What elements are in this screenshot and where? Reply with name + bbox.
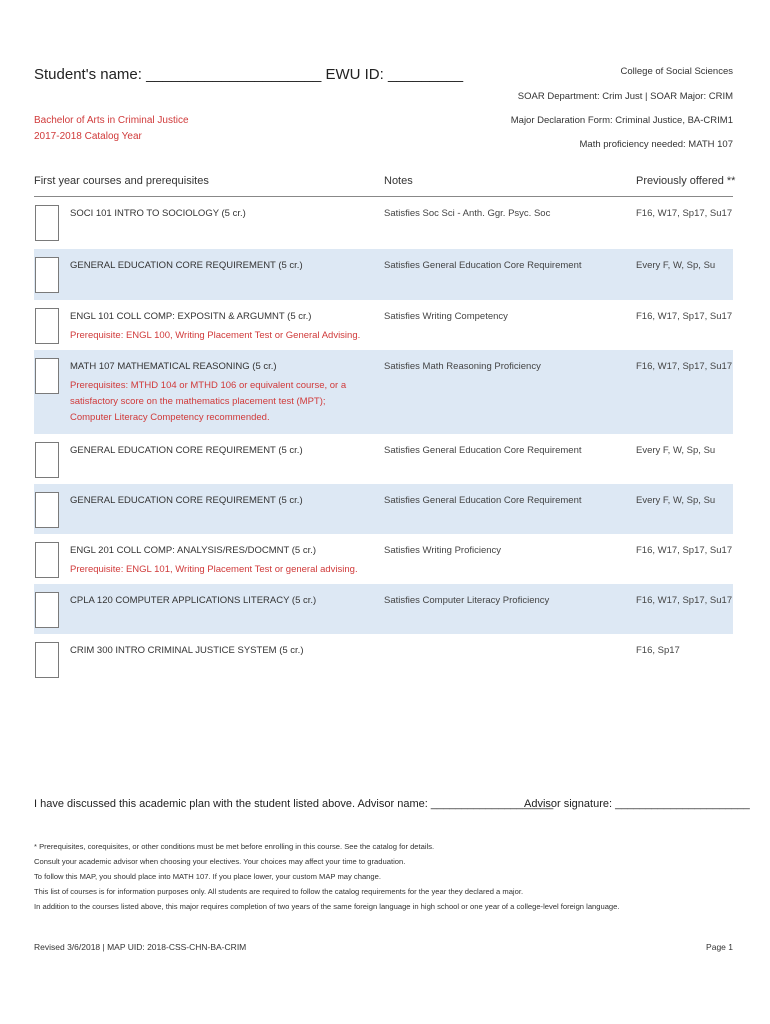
course-checkbox[interactable] (35, 442, 59, 478)
course-offered: F16, Sp17 (636, 645, 680, 656)
course-checkbox[interactable] (35, 205, 59, 241)
course-prerequisite: Prerequisite: ENGL 101, Writing Placement Test or general advising. (70, 564, 358, 575)
advisor-signature-line: Advisor signature: ______________________ (524, 798, 750, 810)
page-number: Page 1 (706, 942, 733, 952)
course-checkbox[interactable] (35, 308, 59, 344)
footnote: In addition to the courses listed above, this major requires completion of two years of the same foreign language in high school or one year of a college-level foreign language. (34, 902, 620, 911)
course-note: Satisfies General Education Core Requirement (384, 445, 582, 456)
course-row (34, 249, 733, 300)
course-name: CPLA 120 COMPUTER APPLICATIONS LITERACY (5 cr.) (70, 595, 317, 606)
college-name: College of Social Sciences (620, 66, 733, 77)
course-row (34, 350, 733, 434)
advisor-name-line: I have discussed this academic plan with the student listed above. Advisor name: ____________________ (34, 798, 554, 810)
course-name: GENERAL EDUCATION CORE REQUIREMENT (5 cr.) (70, 495, 303, 506)
course-offered: Every F, W, Sp, Su (636, 495, 716, 506)
courses-column-header: First year courses and prerequisites (34, 175, 209, 187)
student-name-id-line: Student's name: _____________________ EWU ID: _________ (34, 66, 464, 83)
course-note: Satisfies Soc Sci - Anth. Ggr. Psyc. Soc (384, 208, 551, 219)
course-prerequisite: Prerequisites: MTHD 104 or MTHD 106 or equivalent course, or a satisfactory score on the mathematics placement test (MPT); Computer Literacy Competency recommended. (70, 380, 347, 423)
course-row (34, 434, 733, 484)
course-offered: F16, W17, Sp17, Su17 (636, 361, 733, 372)
course-checkbox[interactable] (35, 492, 59, 528)
course-name: ENGL 101 COLL COMP: EXPOSITN & ARGUMNT (5 cr.) (70, 311, 312, 322)
course-row (34, 584, 733, 634)
footnote: Consult your academic advisor when choosing your electives. Your choices may affect your time to graduation. (34, 857, 406, 866)
footnote: * Prerequisites, corequisites, or other conditions must be met before enrolling in this course. See the catalog for details. (34, 842, 435, 851)
major-declaration-form: Major Declaration Form: Criminal Justice, BA-CRIM1 (510, 115, 733, 126)
course-row (34, 634, 733, 684)
course-note: Satisfies Computer Literacy Proficiency (384, 595, 550, 606)
course-name: MATH 107 MATHEMATICAL REASONING (5 cr.) (70, 361, 277, 372)
course-row (34, 484, 733, 534)
course-checkbox[interactable] (35, 257, 59, 293)
footnote: To follow this MAP, you should place into MATH 107. If you place lower, your custom MAP may change. (34, 872, 381, 881)
course-name: SOCI 101 INTRO TO SOCIOLOGY (5 cr.) (70, 208, 246, 219)
course-row (34, 534, 733, 584)
course-offered: F16, W17, Sp17, Su17 (636, 545, 733, 556)
course-offered: Every F, W, Sp, Su (636, 445, 716, 456)
course-table (34, 197, 733, 684)
course-offered: F16, W17, Sp17, Su17 (636, 208, 733, 219)
course-note: Satisfies Writing Competency (384, 311, 508, 322)
catalog-year: 2017-2018 Catalog Year (34, 131, 142, 142)
notes-column-header: Notes (384, 175, 413, 187)
soar-department-major: SOAR Department: Crim Just | SOAR Major: CRIM (517, 91, 733, 102)
course-offered: Every F, W, Sp, Su (636, 260, 716, 271)
course-checkbox[interactable] (35, 358, 59, 394)
course-row (34, 300, 733, 350)
offered-column-header: Previously offered ** (636, 175, 736, 187)
course-checkbox[interactable] (35, 642, 59, 678)
course-note: Satisfies General Education Core Requirement (384, 495, 582, 506)
course-note: Satisfies General Education Core Requirement (384, 260, 582, 271)
course-name: GENERAL EDUCATION CORE REQUIREMENT (5 cr.) (70, 445, 303, 456)
course-row (34, 197, 733, 249)
course-name: GENERAL EDUCATION CORE REQUIREMENT (5 cr.) (70, 260, 303, 271)
course-offered: F16, W17, Sp17, Su17 (636, 311, 733, 322)
revision-info: Revised 3/6/2018 | MAP UID: 2018-CSS-CHN-BA-CRIM (34, 942, 247, 952)
course-note: Satisfies Math Reasoning Proficiency (384, 361, 541, 372)
course-note: Satisfies Writing Proficiency (384, 545, 502, 556)
course-checkbox[interactable] (35, 592, 59, 628)
course-checkbox[interactable] (35, 542, 59, 578)
course-offered: F16, W17, Sp17, Su17 (636, 595, 733, 606)
course-prerequisite: Prerequisite: ENGL 100, Writing Placement Test or General Advising. (70, 330, 361, 341)
footnote: This list of courses is for information purposes only. All students are required to follow the catalog requirements for the year they declared a major. (34, 887, 524, 896)
degree-name: Bachelor of Arts in Criminal Justice (34, 115, 189, 126)
math-proficiency-needed: Math proficiency needed: MATH 107 (579, 139, 733, 150)
course-name: ENGL 201 COLL COMP: ANALYSIS/RES/DOCMNT (5 cr.) (70, 545, 317, 556)
course-name: CRIM 300 INTRO CRIMINAL JUSTICE SYSTEM (5 cr.) (70, 645, 304, 656)
